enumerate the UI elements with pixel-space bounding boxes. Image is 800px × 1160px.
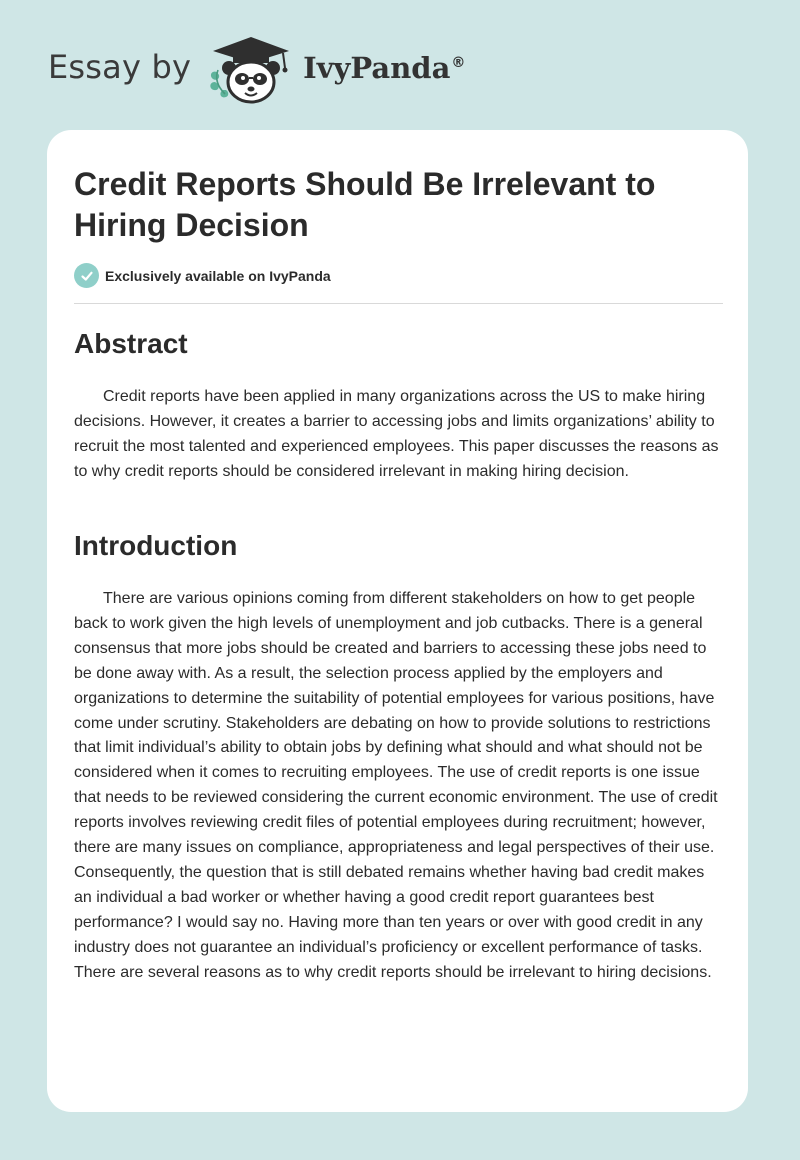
brand-name-text: IvyPanda: [303, 51, 451, 85]
exclusive-label: Exclusively available on IvyPanda: [105, 267, 331, 284]
check-icon: [74, 263, 99, 288]
brand-name[interactable]: [303, 51, 465, 85]
section-heading-introduction: Introduction: [74, 530, 238, 561]
section-paragraph-abstract: Credit reports have been applied in many organizations across the US to make hiring decisions. However, it creates a barrier to accessing jobs and limits organizations’ ability to recruit the most talented and experienced employees. This paper discusses the reasons as to why credit reports should be considered irrelevant in making hiring decision.: [74, 388, 719, 480]
essay-card: [47, 130, 748, 1112]
essay-by-label: Essay by: [48, 48, 192, 86]
page-title: Credit Reports Should Be Irrelevant to Hiring Decision: [74, 166, 656, 243]
panda-graduate-logo-icon[interactable]: [205, 34, 297, 108]
registered-mark: ®: [451, 55, 466, 72]
section-paragraph-introduction: There are various opinions coming from different stakeholders on how to get people back to work given the high levels of unemployment and job cutbacks. There is a general consensus that more jobs should be created and barriers to accessing these jobs need to be done away with. As a result, the selection process applied by the employers and organizations to determine the suitability of potential employees for various positions, have come under scrutiny. Stakeholders are debating on how to provide solutions to restrictions that limit individual’s ability to obtain jobs by defining what should and what should not be considered when it comes to recruiting employees. The use of credit reports is one issue that needs to be reviewed considering the current economic environment. The use of credit reports involves reviewing credit files of potential employees during recruitment; however, there are many issues on compliance, appropriateness and legal perspectives of their use. Consequently, the question that is still debated remains whether having bad credit makes an individual a bad worker or whether having a good credit report guarantees best performance? I would say no. Having more than ten years or over with good credit in any industry does not guarantee an individual’s proficiency or excellent performance of tasks. There are several reasons as to why credit reports should be irrelevant to hiring decisions.: [74, 590, 718, 981]
exclusive-badge: [74, 263, 331, 288]
section-heading-abstract: Abstract: [74, 328, 188, 359]
divider: [74, 303, 723, 304]
site-header: [48, 34, 568, 108]
